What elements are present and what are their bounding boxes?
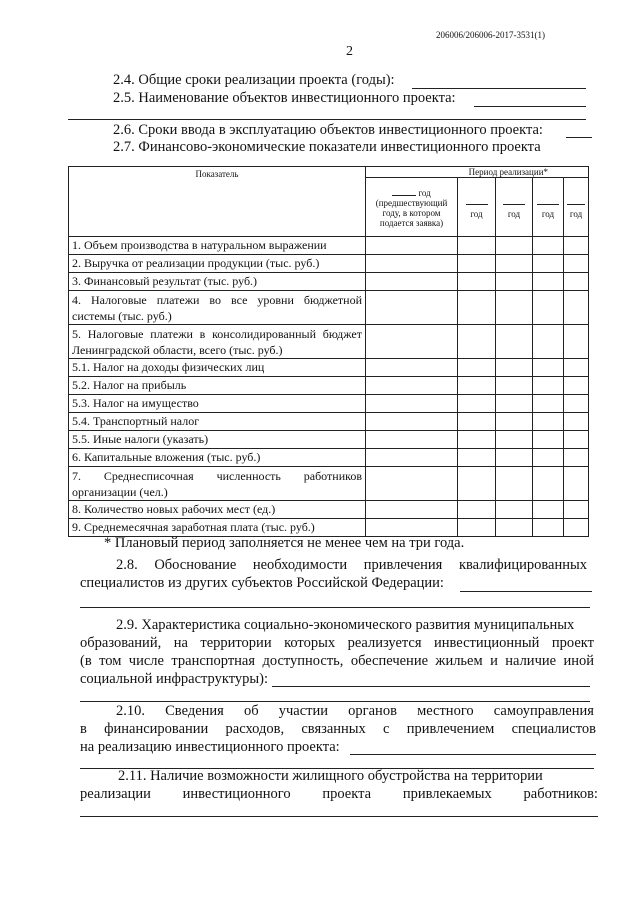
financial-indicators-table [68, 166, 589, 537]
prev-year-note-3: подается заявка) [379, 218, 444, 228]
row-label: 6. Капитальные вложения (тыс. руб.) [69, 449, 366, 467]
prev-year-note-2: году, в котором [382, 208, 441, 218]
word: реализации [80, 786, 151, 802]
item-2-10-line-3: на реализацию инвестиционного проекта: [80, 739, 340, 755]
word: реализуется [347, 635, 422, 651]
word: том [99, 653, 122, 669]
year-blank [503, 195, 525, 205]
item-2-8-line-1 [116, 557, 587, 574]
word: финансировании [104, 721, 209, 737]
word: самоуправления [493, 703, 594, 719]
word: территории [200, 635, 272, 651]
word: участии [278, 703, 329, 719]
year-column-header-4 [564, 178, 589, 237]
row-label: 5.3. Налог на имущество [69, 395, 366, 413]
item-2-6-label: 2.6. Сроки ввода в эксплуатацию объектов инвестиционного проекта: [113, 122, 543, 138]
word: специалистов [511, 721, 596, 737]
table-footnote: * Плановый период заполняется не менее чем на три года. [104, 535, 465, 551]
table-row [69, 395, 589, 413]
table-row [69, 255, 589, 273]
row-label: 5.5. Иные налоги (указать) [69, 431, 366, 449]
row-label: 5. Налоговые платежи в консолидированный бюджет Ленинградской области, всего (тыс. руб.) [69, 325, 366, 359]
word: необходимости [252, 557, 348, 573]
item-2-10-line-2 [80, 721, 596, 738]
word: привлекаемых [402, 786, 492, 802]
word: об [243, 703, 259, 719]
year-column-header-2 [496, 178, 533, 237]
item-2-6-answer-line [566, 137, 592, 138]
word: инвестиционный [434, 635, 540, 651]
row-label: 1. Объем производства в натуральном выражении [69, 237, 366, 255]
document-number: 206006/206006-2017-3531(1) [436, 30, 545, 40]
item-2-9-line-4: социальной инфраструктуры): [80, 671, 268, 687]
word: связанных [301, 721, 366, 737]
item-2-9-answer-line-2 [80, 701, 590, 702]
word: которых [284, 635, 336, 651]
item-2-8-answer-line [460, 591, 592, 592]
item-2-9-line-2 [80, 635, 594, 652]
item-2-5-answer-line [474, 106, 586, 107]
table-row [69, 431, 589, 449]
word: на [173, 635, 188, 651]
year-blank [392, 186, 416, 196]
word: жильем [435, 653, 483, 669]
table-row [69, 291, 589, 325]
row-label: 5.1. Налог на доходы физических лиц [69, 359, 366, 377]
item-2-7-label: 2.7. Финансово-экономические показатели инвестиционного проекта [113, 139, 541, 155]
row-label: 5.4. Транспортный налог [69, 413, 366, 431]
word: инвестиционного [182, 786, 291, 802]
word: Обоснование [154, 557, 237, 573]
item-2-11-line-1: 2.11. Наличие возможности жилищного обустройства на территории [118, 768, 543, 784]
word: Сведения [165, 703, 224, 719]
word: органов [348, 703, 397, 719]
item-2-10-line-1 [116, 703, 594, 720]
item-2-9-line-1: 2.9. Характеристика социально-экономического развития муниципальных [116, 617, 575, 633]
year-label: год [569, 208, 583, 219]
page-number: 2 [346, 44, 353, 59]
table-row [69, 273, 589, 291]
word: с [383, 721, 390, 737]
table-row [69, 501, 589, 519]
period-column-header: Период реализации* [366, 167, 589, 178]
table-row [69, 359, 589, 377]
word: квалифицированных [458, 557, 587, 573]
row-label: 7. Среднесписочная численность работников организации (чел.) [69, 467, 366, 501]
item-2-8-answer-line-2 [80, 607, 590, 608]
item-2-10-answer-line [350, 754, 596, 755]
year-blank [567, 195, 585, 205]
item-2-11-answer-line [80, 816, 598, 817]
word: привлечением [406, 721, 495, 737]
year-column-header-1 [458, 178, 496, 237]
table-header-row [69, 167, 589, 178]
word: работников: [523, 786, 598, 802]
word: иной [563, 653, 594, 669]
item-2-9-line-3 [80, 653, 594, 670]
row-label: 9. Среднемесячная заработная плата (тыс. руб.) [69, 519, 366, 537]
item-2-4-answer-line [412, 88, 586, 89]
word: числе [128, 653, 164, 669]
row-label: 8. Количество новых рабочих мест (ед.) [69, 501, 366, 519]
table-row [69, 449, 589, 467]
word: привлечения [363, 557, 443, 573]
word: доступность, [262, 653, 344, 669]
prev-year-column-header [366, 178, 458, 237]
word: в [80, 721, 87, 737]
item-2-9-answer-line [272, 686, 590, 687]
table-row [69, 519, 589, 537]
word: наличие [505, 653, 557, 669]
row-label: 2. Выручка от реализации продукции (тыс. руб.) [69, 255, 366, 273]
word: 2.8. [116, 557, 138, 573]
table-row [69, 413, 589, 431]
word: (в [80, 653, 92, 669]
prev-year-label: год [418, 188, 431, 198]
year-blank [537, 195, 559, 205]
row-label: 5.2. Налог на прибыль [69, 377, 366, 395]
row-label: 3. Финансовый результат (тыс. руб.) [69, 273, 366, 291]
item-2-8-line-2: специалистов из других субъектов Российской Федерации: [80, 575, 444, 591]
item-2-11-line-2 [80, 786, 598, 803]
row-label: 4. Налоговые платежи во все уровни бюджетной системы (тыс. руб.) [69, 291, 366, 325]
word: расходов, [225, 721, 285, 737]
word: проект [551, 635, 594, 651]
item-2-4-label: 2.4. Общие сроки реализации проекта (годы): [113, 72, 395, 88]
word: транспортная [171, 653, 256, 669]
item-2-5-answer-line-2 [68, 119, 586, 120]
indicator-column-header: Показатель [69, 167, 366, 237]
word: проекта [322, 786, 372, 802]
table-row [69, 467, 589, 501]
year-label: год [507, 208, 521, 219]
year-column-header-3 [533, 178, 564, 237]
word: 2.10. [116, 703, 145, 719]
year-blank [466, 195, 488, 205]
table-row [69, 377, 589, 395]
prev-year-note-1: (предшествующий [375, 198, 448, 208]
table-row [69, 325, 589, 359]
table-row [69, 237, 589, 255]
word: и [490, 653, 498, 669]
year-label: год [470, 208, 483, 219]
word: обеспечение [350, 653, 429, 669]
word: местного [417, 703, 474, 719]
item-2-5-label: 2.5. Наименование объектов инвестиционного проекта: [113, 90, 456, 106]
year-label: год [541, 208, 555, 219]
word: образований, [80, 635, 162, 651]
